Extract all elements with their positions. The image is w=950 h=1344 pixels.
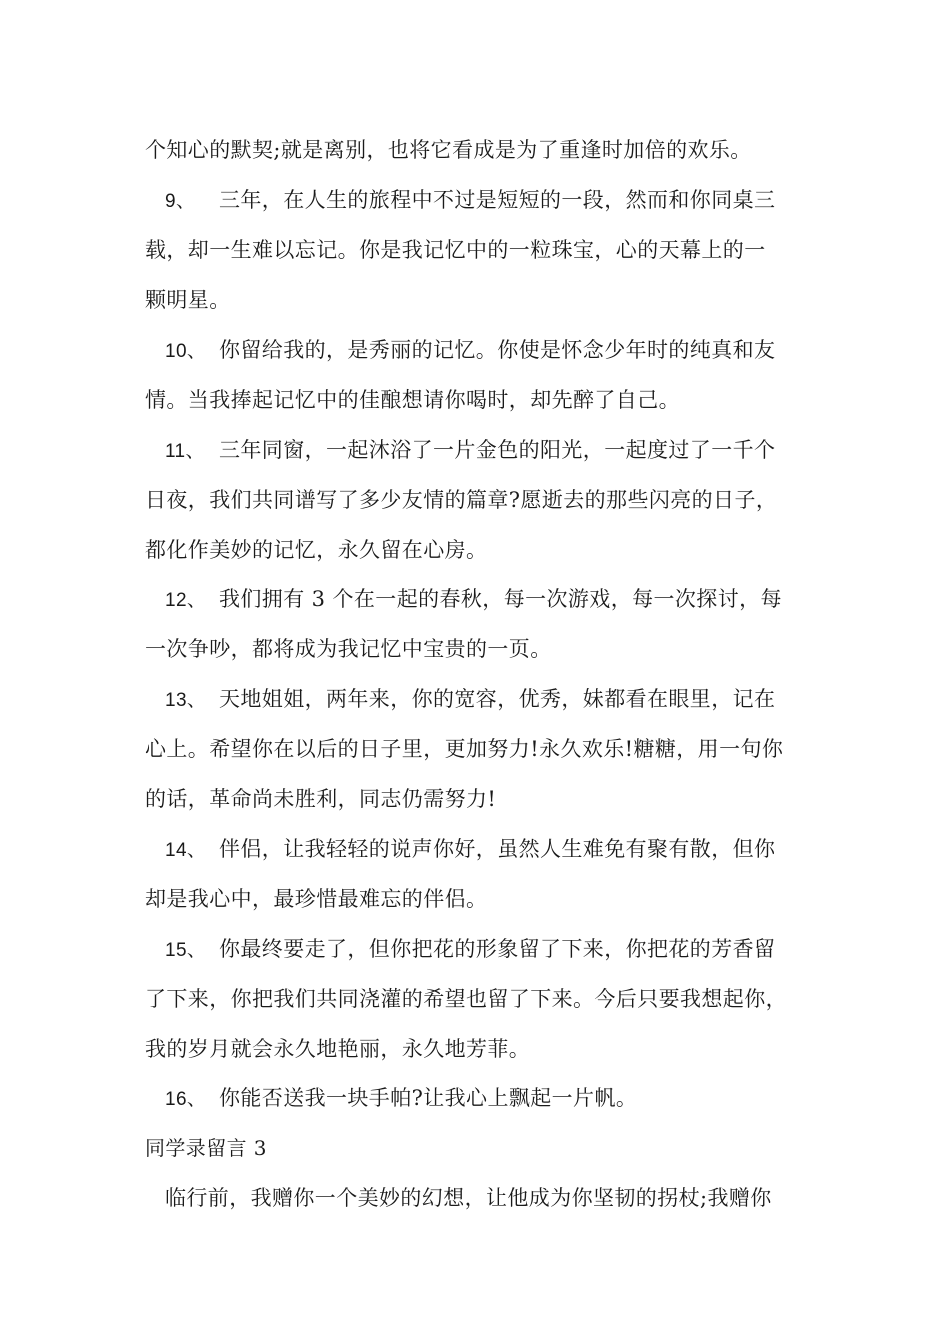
text-line: 却是我心中，最珍惜最难忘的伴侣。 xyxy=(145,887,488,911)
list-item: 14、 伴侣，让我轻轻的说声你好，虽然人生难免有聚有散，但你 xyxy=(165,834,845,866)
item-number: 12、 xyxy=(165,590,207,611)
list-item: 10、 你留给我的，是秀丽的记忆。你使是怀念少年时的纯真和友 xyxy=(165,335,845,367)
list-item: 12、 我们拥有 3 个在一起的春秋，每一次游戏，每一次探讨，每 xyxy=(165,584,845,616)
text-line: 了下来，你把我们共同浇灌的希望也留了下来。今后只要我想起你， xyxy=(145,987,787,1011)
item-number: 13、 xyxy=(165,690,207,711)
item-number: 11、 xyxy=(165,441,205,462)
text-line: 的话，革命尚未胜利，同志仍需努力! xyxy=(145,787,497,811)
text-line: 颗明星。 xyxy=(145,288,231,312)
text-line: 我的岁月就会永久地艳丽，永久地芳菲。 xyxy=(145,1037,531,1061)
list-item: 11、 三年同窗，一起沐浴了一片金色的阳光，一起度过了一千个 xyxy=(165,435,845,467)
list-item: 9、 三年，在人生的旅程中不过是短短的一段，然而和你同桌三 xyxy=(165,185,845,217)
section-heading: 同学录留言 3 xyxy=(145,1136,267,1160)
text-line: 载，却一生难以忘记。你是我记忆中的一粒珠宝，心的天幕上的一 xyxy=(145,238,766,262)
text-line: 一次争吵，都将成为我记忆中宝贵的一页。 xyxy=(145,637,552,661)
text-line: 都化作美妙的记忆，永久留在心房。 xyxy=(145,538,488,562)
list-item: 15、 你最终要走了，但你把花的形象留了下来，你把花的芳香留 xyxy=(165,934,845,966)
item-number: 15、 xyxy=(165,940,207,961)
text-line: 个知心的默契;就是离别，也将它看成是为了重逢时加倍的欢乐。 xyxy=(145,138,752,162)
item-number: 14、 xyxy=(165,840,207,861)
list-item: 13、 天地姐姐，两年来，你的宽容，优秀，妹都看在眼里，记在 xyxy=(165,684,845,716)
item-number: 10、 xyxy=(165,341,207,362)
text-line: 情。当我捧起记忆中的佳酿想请你喝时，却先醉了自己。 xyxy=(145,388,680,412)
item-number: 9、 xyxy=(165,191,196,212)
text-line: 心上。希望你在以后的日子里，更加努力!永久欢乐!糖糖，用一句你 xyxy=(145,737,784,761)
item-number: 16、 xyxy=(165,1089,207,1110)
paragraph-line: 临行前，我赠你一个美妙的幻想，让他成为你坚韧的拐杖;我赠你 xyxy=(165,1186,772,1210)
list-item: 16、 你能否送我一块手帕?让我心上飘起一片帆。 xyxy=(165,1083,845,1115)
text-line: 日夜，我们共同谱写了多少友情的篇章?愿逝去的那些闪亮的日子， xyxy=(145,488,778,512)
